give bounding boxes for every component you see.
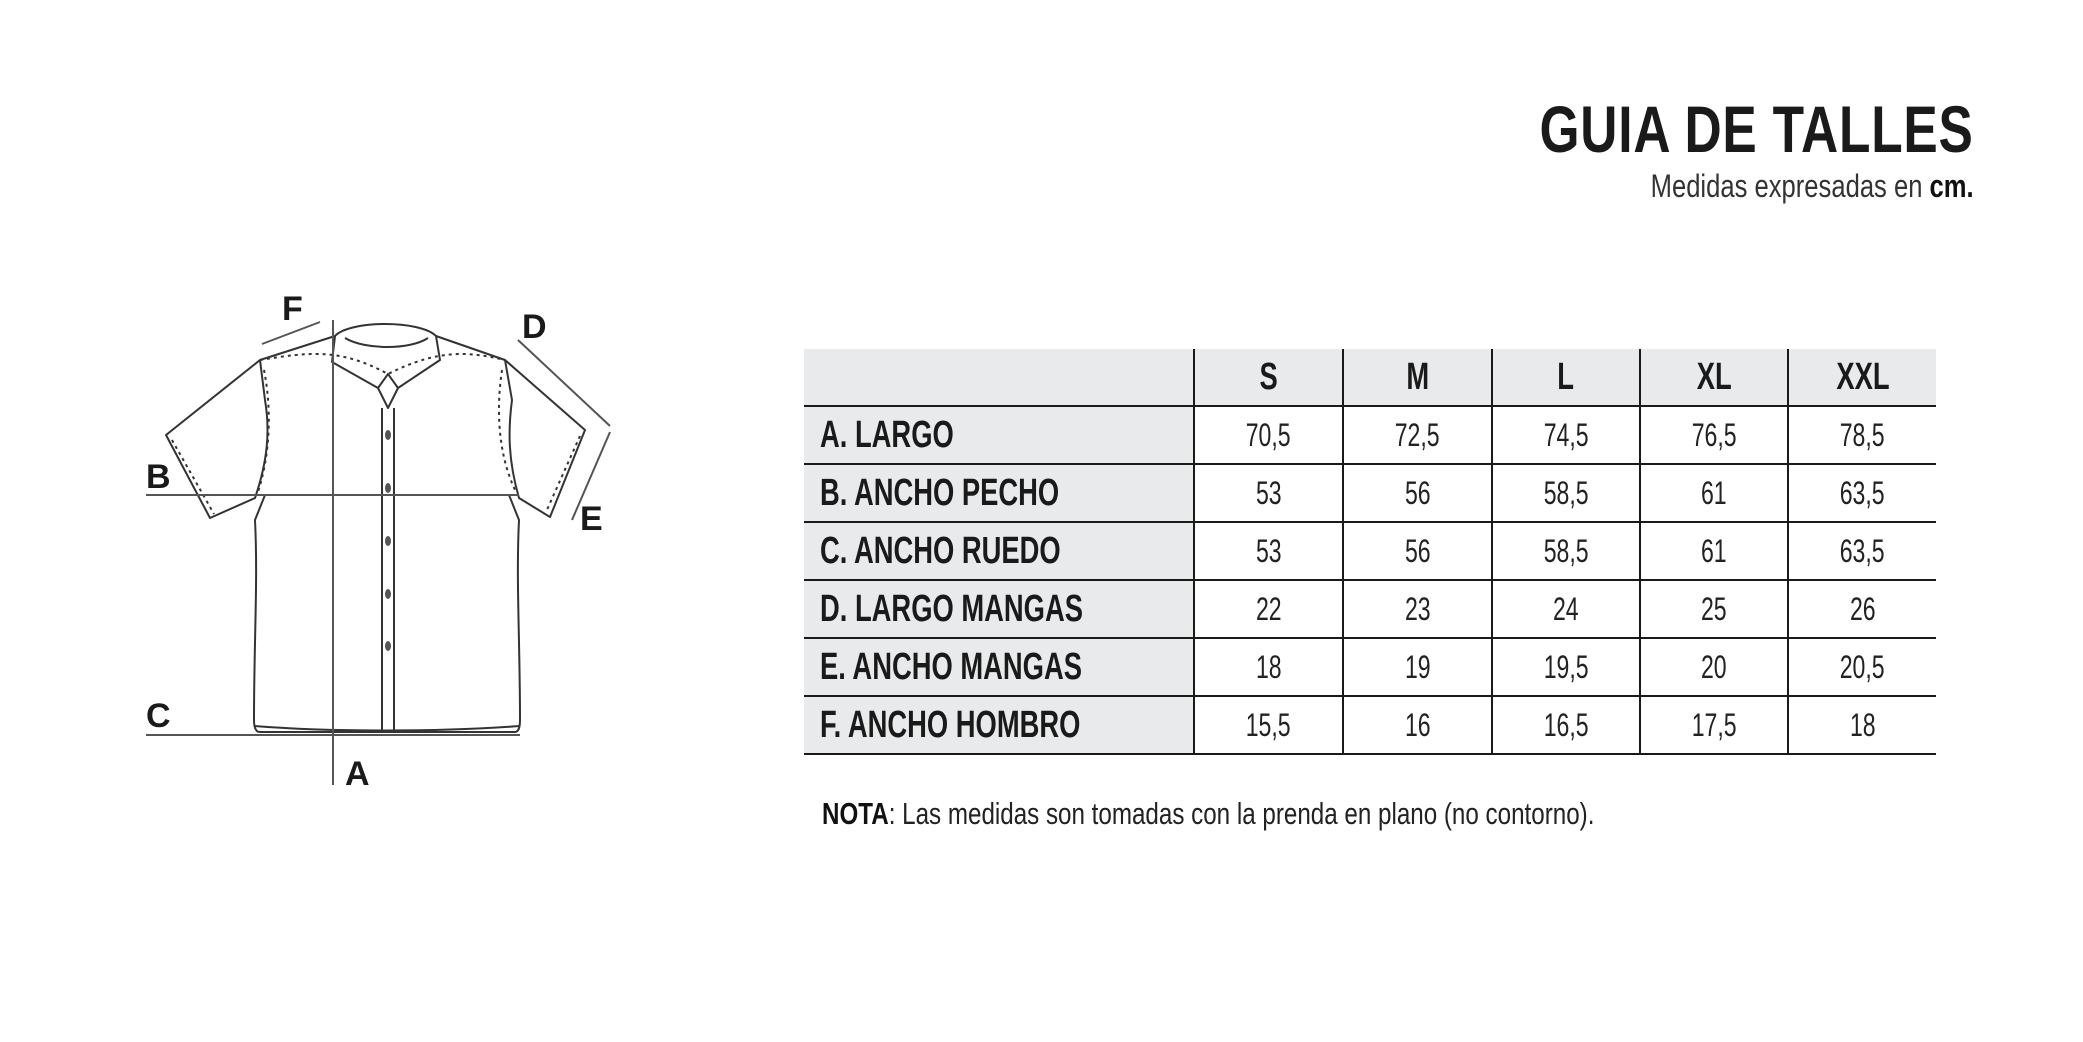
label-d: D <box>522 308 547 346</box>
table-cell: 16 <box>1343 696 1492 754</box>
table-corner <box>804 349 1194 406</box>
shirt-buttons <box>385 430 391 651</box>
table-cell: 53 <box>1194 464 1343 522</box>
footnote-prefix: NOTA <box>822 796 889 831</box>
right-sleeve <box>436 336 585 517</box>
shirt-diagram <box>140 280 660 800</box>
footnote <box>822 796 1594 832</box>
label-b: B <box>146 458 171 496</box>
table-cell: 23 <box>1343 580 1492 638</box>
table-cell: 26 <box>1788 580 1936 638</box>
size-column-header: XXL <box>1788 349 1936 406</box>
table-cell: 18 <box>1788 696 1936 754</box>
table-cell: 15,5 <box>1194 696 1343 754</box>
size-column-header: S <box>1194 349 1343 406</box>
table-cell: 56 <box>1343 464 1492 522</box>
table-cell: 24 <box>1492 580 1640 638</box>
row-label: B. ANCHO PECHO <box>804 464 1194 522</box>
table-cell: 25 <box>1640 580 1788 638</box>
table-row <box>804 406 1936 464</box>
label-c: C <box>146 697 171 735</box>
header <box>1417 92 1974 205</box>
table-cell: 20 <box>1640 638 1788 696</box>
size-column-header: M <box>1343 349 1492 406</box>
subtitle-prefix: Medidas expresadas en <box>1650 168 1930 204</box>
table-cell: 74,5 <box>1492 406 1640 464</box>
table-cell: 53 <box>1194 522 1343 580</box>
table-cell: 20,5 <box>1788 638 1936 696</box>
table-cell: 61 <box>1640 522 1788 580</box>
row-label: F. ANCHO HOMBRO <box>804 696 1194 754</box>
table-cell: 18 <box>1194 638 1343 696</box>
table-cell: 70,5 <box>1194 406 1343 464</box>
shirt-placket <box>382 408 394 732</box>
table-cell: 19,5 <box>1492 638 1640 696</box>
subtitle-unit: cm. <box>1929 168 1974 204</box>
table-cell: 58,5 <box>1492 464 1640 522</box>
table-cell: 63,5 <box>1788 464 1936 522</box>
table-cell: 72,5 <box>1343 406 1492 464</box>
table-header-row <box>804 349 1936 406</box>
table-row <box>804 638 1936 696</box>
footnote-text: : Las medidas son tomadas con la prenda en plano (no contorno). <box>888 796 1595 831</box>
table-cell: 17,5 <box>1640 696 1788 754</box>
shirt-body <box>254 495 520 732</box>
table-cell: 19 <box>1343 638 1492 696</box>
row-label: D. LARGO MANGAS <box>804 580 1194 638</box>
table-cell: 63,5 <box>1788 522 1936 580</box>
row-label: C. ANCHO RUEDO <box>804 522 1194 580</box>
row-label: A. LARGO <box>804 406 1194 464</box>
left-sleeve <box>166 336 335 518</box>
size-table <box>804 349 1936 755</box>
shirt-hem <box>254 726 520 731</box>
label-e: E <box>580 500 603 538</box>
table-cell: 58,5 <box>1492 522 1640 580</box>
page-title: GUIA DE TALLES <box>1539 92 1974 166</box>
shirt-collar <box>332 324 440 388</box>
row-label: E. ANCHO MANGAS <box>804 638 1194 696</box>
size-column-header: XL <box>1640 349 1788 406</box>
page-subtitle <box>1529 168 1974 205</box>
table-cell: 78,5 <box>1788 406 1936 464</box>
table-row <box>804 522 1936 580</box>
table-row <box>804 464 1936 522</box>
table-cell: 16,5 <box>1492 696 1640 754</box>
table-cell: 61 <box>1640 464 1788 522</box>
label-a: A <box>345 755 370 793</box>
label-f: F <box>282 290 303 328</box>
table-row <box>804 580 1936 638</box>
size-column-header: L <box>1492 349 1640 406</box>
table-cell: 76,5 <box>1640 406 1788 464</box>
shirt-illustration <box>140 280 660 800</box>
table-cell: 22 <box>1194 580 1343 638</box>
table-row <box>804 696 1936 754</box>
table-cell: 56 <box>1343 522 1492 580</box>
